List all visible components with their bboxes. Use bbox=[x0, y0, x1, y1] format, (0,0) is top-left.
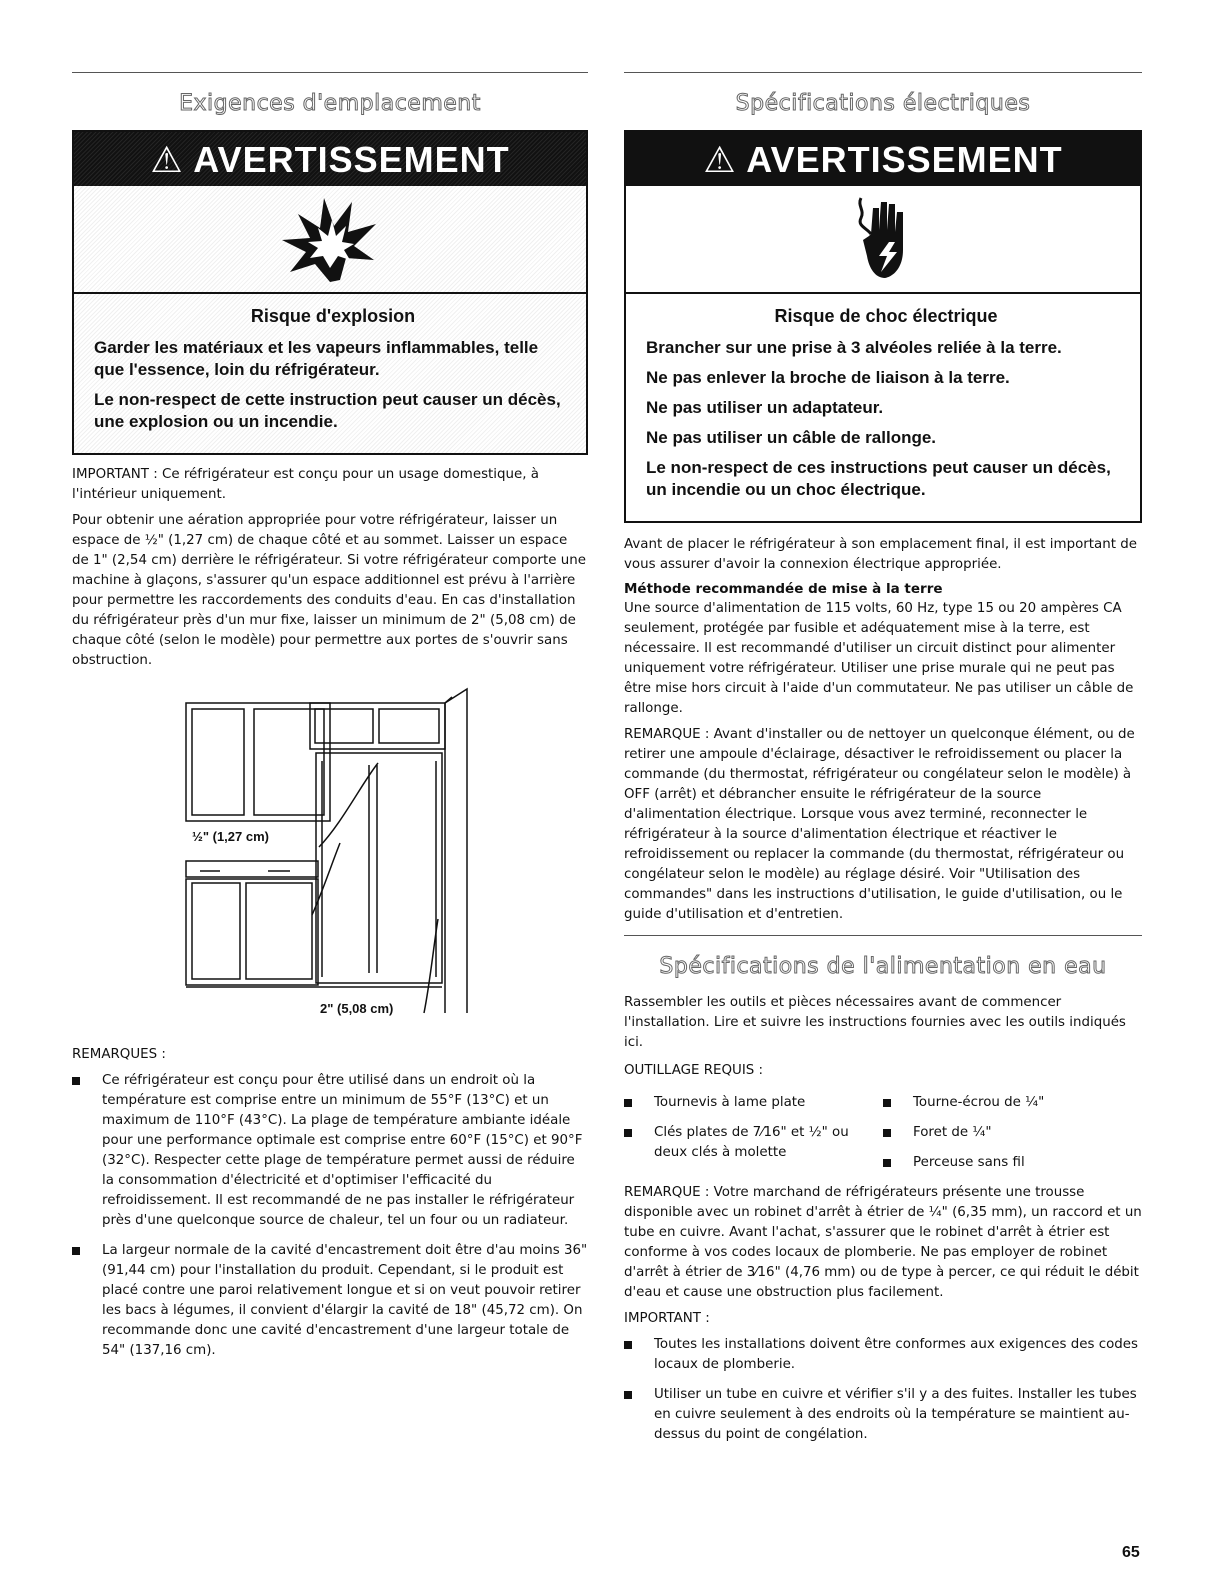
warning-box-explosion bbox=[72, 130, 588, 455]
right-column bbox=[624, 72, 1142, 1455]
remarques-list bbox=[72, 1071, 588, 1361]
list-item: Tourne-écrou de ¼" bbox=[883, 1093, 1142, 1113]
warning-body bbox=[74, 294, 586, 453]
important-paragraph: IMPORTANT : Ce réfrigérateur est conçu pour un usage domestique, à l'intérieur uniquement. bbox=[72, 467, 539, 502]
explosion-icon bbox=[74, 186, 586, 294]
warning-line: Le non-respect de ces instructions peut causer un décès, un incendie ou un choc électrique. bbox=[646, 458, 1111, 499]
warning-line: Ne pas enlever la broche de liaison à la terre. bbox=[646, 368, 1010, 387]
warning-header: ⚠ AVERTISSEMENT bbox=[626, 132, 1140, 186]
warning-line: Le non-respect de cette instruction peut causer un décès, une explosion ou un incendie. bbox=[94, 390, 561, 431]
aeration-paragraph: Pour obtenir une aération appropriée pour votre réfrigérateur, laisser un espace de ½" (1,27 cm) de chaque côté et au sommet. Laisser un espace de 1" (2,54 cm) derrière le réfrigérateur. Si votre réfrigérateur comporte une machine à glaçons, s'assurer qu'un espace additionnel est prévu à l'arrière pour permettre les raccordements des conduits d'eau. En cas d'installation du réfrigérateur près d'un mur fixe, laisser un minimum de 2" (5,08 cm) de chaque côté (selon le modèle) pour permettre aux portes de s'ouvrir sans obstruction. bbox=[72, 513, 586, 668]
tools-list-left bbox=[624, 1093, 883, 1183]
section-title-emplacement: Exigences d'emplacement bbox=[179, 91, 481, 116]
warning-header: ⚠ AVERTISSEMENT bbox=[74, 132, 586, 186]
list-item: Foret de ¼" bbox=[883, 1123, 1142, 1143]
list-item: Tournevis à lame plate bbox=[624, 1093, 883, 1113]
outils-paragraph: Rassembler les outils et pièces nécessaires avant de commencer l'installation. Lire et suivre les instructions fournies avec les outils indiqués ici. bbox=[624, 995, 1126, 1050]
methode-title: Méthode recommandée de mise à la terre bbox=[624, 581, 943, 597]
tools-list-right bbox=[883, 1093, 1142, 1183]
warning-body bbox=[626, 294, 1140, 521]
clearance-label-bottom: 2" (5,08 cm) bbox=[320, 1001, 394, 1016]
list-item: Toutes les installations doivent être conformes aux exigences des codes locaux de plomberie. bbox=[624, 1335, 1142, 1375]
important-list bbox=[624, 1335, 1142, 1445]
warning-line: Brancher sur une prise à 3 alvéoles reliée à la terre. bbox=[646, 338, 1062, 357]
outillage-label: OUTILLAGE REQUIS : bbox=[624, 1063, 764, 1078]
warning-line: Garder les matériaux et les vapeurs inflammables, telle que l'essence, loin du réfrigérateur. bbox=[94, 338, 539, 379]
list-item: Clés plates de 7⁄16" et ½" ou deux clés à molette bbox=[624, 1123, 883, 1163]
important-label: IMPORTANT : bbox=[624, 1311, 710, 1326]
intro-paragraph: Avant de placer le réfrigérateur à son emplacement final, il est important de vous assurer d'avoir la connexion électrique appropriée. bbox=[624, 537, 1137, 572]
top-rule bbox=[72, 72, 588, 73]
tools-list bbox=[624, 1087, 1142, 1183]
list-item: Utiliser un tube en cuivre et vérifier s'il y a des fuites. Installer les tubes en cuivre seulement à des endroits où la température se maintient au-dessus du point de congélation. bbox=[624, 1385, 1142, 1445]
section-rule bbox=[624, 935, 1142, 936]
warning-triangle-icon: ⚠ bbox=[703, 139, 737, 180]
list-item: Ce réfrigérateur est conçu pour être utilisé dans un endroit où la température est comprise entre un minimum de 55°F (13°C) et un maximum de 110°F (43°C). La plage de température ambiante idéale pour une performance optimale est comprise entre 60°F (15°C) et 90°F (32°C). Respecter cette plage de température permet aussi de réduire la consommation d'électricité et d'optimiser l'efficacité du refroidissement. Il est recommandé de ne pas installer le réfrigérateur près d'une quelconque source de chaleur, tel un four ou un radiateur. bbox=[72, 1071, 588, 1231]
list-item: La largeur normale de la cavité d'encastrement doit être d'au moins 36" (91,44 cm) pour l'installation du produit. Cependant, si le produit est placé contre une paroi relativement longue et si on veut pouvoir retirer les bacs à légumes, il convient d'élargir la cavité de 18" (45,72 cm). On recommande donc une cavité d'encastrement d'une largeur totale de 54" (137,16 cm). bbox=[72, 1241, 588, 1361]
page-number: 65 bbox=[1122, 1544, 1140, 1561]
remarques-label: REMARQUES : bbox=[72, 1047, 166, 1062]
clearance-figure bbox=[172, 683, 572, 1039]
warning-triangle-icon: ⚠ bbox=[150, 139, 184, 180]
warning-box-electric bbox=[624, 130, 1142, 523]
left-column bbox=[72, 72, 588, 1371]
section-title-eau: Spécifications de l'alimentation en eau bbox=[659, 954, 1107, 979]
refrigerator-clearance-diagram bbox=[172, 683, 572, 1039]
warning-line: Ne pas utiliser un adaptateur. bbox=[646, 398, 884, 417]
warning-line: Ne pas utiliser un câble de rallonge. bbox=[646, 428, 937, 447]
section-title-electrique: Spécifications électriques bbox=[735, 91, 1031, 116]
remarque-paragraph: REMARQUE : Avant d'installer ou de nettoyer un quelconque élément, ou de retirer une ampoule d'éclairage, désactiver le refroidissement ou placer la commande (du thermostat, réfrigérateur ou congélateur selon le modèle) à OFF (arrêt) et débrancher ensuite le réfrigérateur de la source d'alimentation électrique. Lorsque vous avez terminé, reconnecter le réfrigérateur à la source d'alimentation électrique et réactiver le refroidissement ou replacer la commande (du thermostat, réfrigérateur ou congélateur selon le modèle) au réglage désiré. Voir "Utilisation des commandes" dans les instructions d'utilisation, le guide d'utilisation, ou le guide d'utilisation et d'entretien. bbox=[624, 727, 1135, 922]
risk-title: Risque d'explosion bbox=[250, 306, 416, 326]
electric-shock-icon bbox=[626, 186, 1140, 294]
clearance-label-top: ½" (1,27 cm) bbox=[192, 829, 269, 844]
methode-paragraph: Une source d'alimentation de 115 volts, 60 Hz, type 15 ou 20 ampères CA seulement, protégée par fusible et adéquatement mise à la terre, est nécessaire. Il est recommandé d'utiliser un circuit distinct pour alimenter uniquement votre réfrigérateur. Utiliser une prise murale qui ne peut pas être mise hors circuit à l'aide d'un commutateur. Ne pas utiliser un câble de rallonge. bbox=[624, 601, 1134, 716]
top-rule bbox=[624, 72, 1142, 73]
list-item: Perceuse sans fil bbox=[883, 1153, 1142, 1173]
remarque2-paragraph: REMARQUE : Votre marchand de réfrigérateurs présente une trousse disponible avec un robinet d'arrêt à étrier de ¼" (6,35 mm), un raccord et un tube en cuivre. Avant l'achat, s'assurer que le robinet d'arrêt à étrier est conforme à vos codes locaux de plomberie. Ne pas employer de robinet d'arrêt à étrier de 3⁄16" (4,76 mm) ou de type à percer, ce qui réduit le débit d'eau et cause une obstruction plus facilement. bbox=[624, 1185, 1142, 1300]
risk-title: Risque de choc électrique bbox=[774, 306, 998, 326]
